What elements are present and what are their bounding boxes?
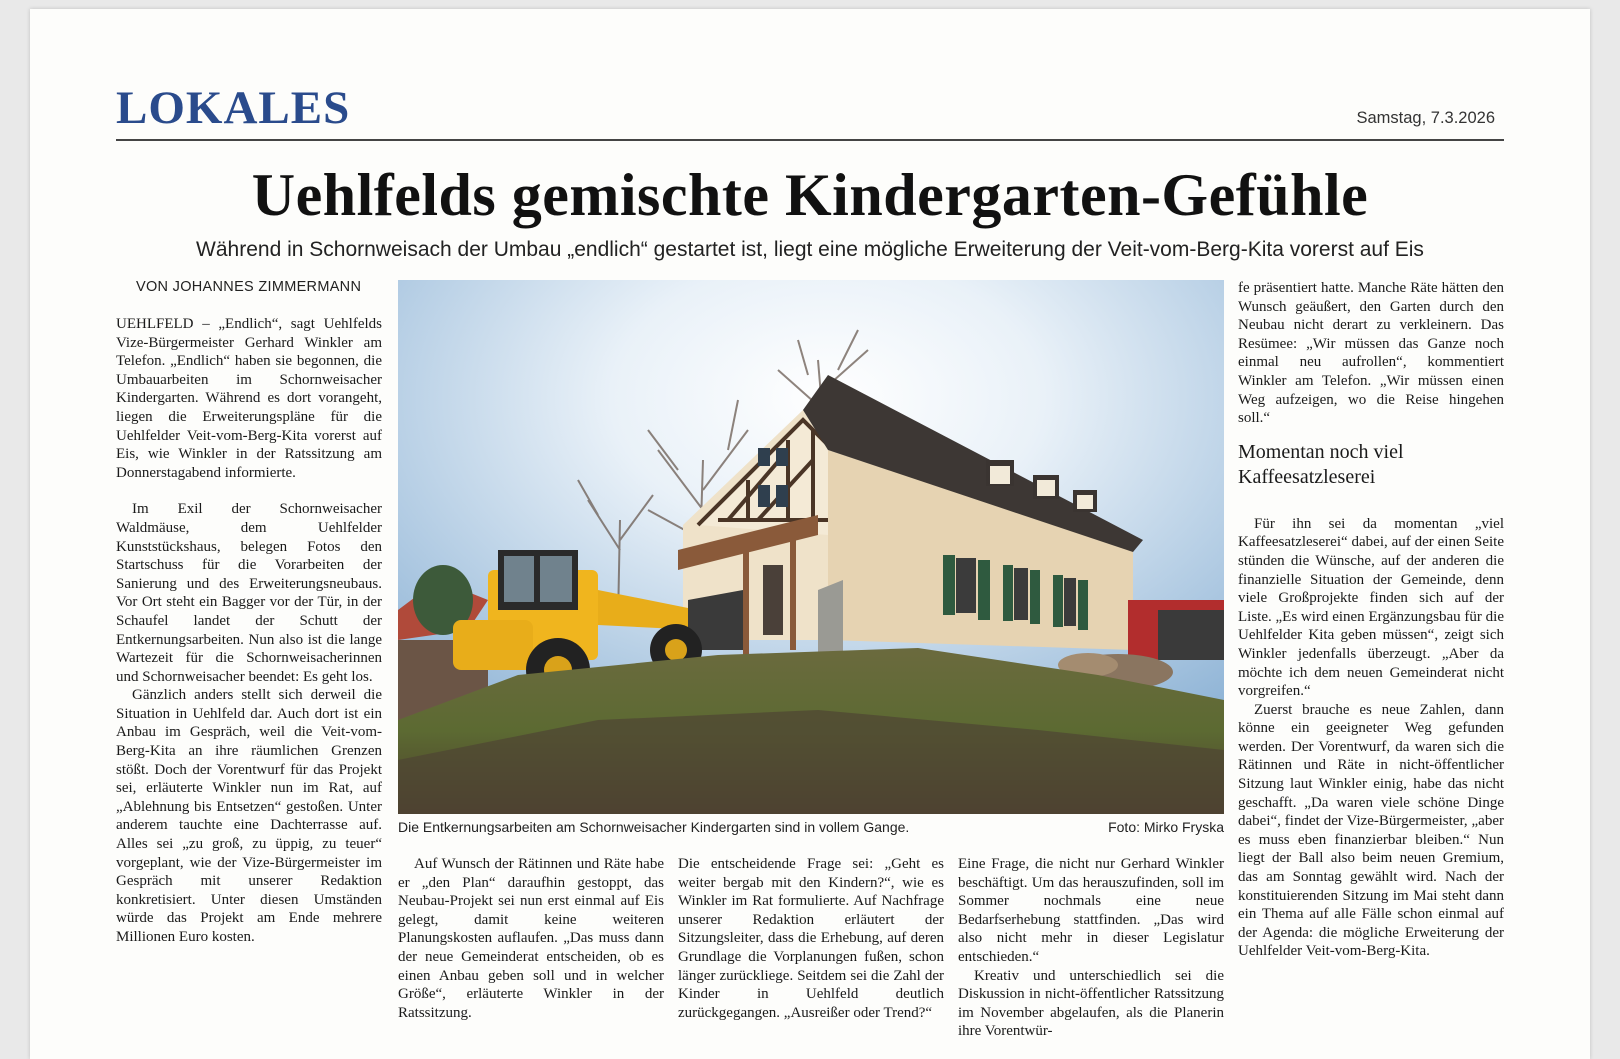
kindergarten-construction-photo [398, 280, 1224, 814]
paragraph: Auf Wunsch der Rätinnen und Räte habe er „den Plan“ daraufhin gestoppt, das Neubau-Projekt sei nun erst einmal auf Eis gelegt, damit keine weiteren Planungskosten auflaufen. „Das muss dann der neue Gemeinderat entscheiden, ob es einen Anbau geben soll und in welcher Größe“, erläuterte Winkler in der Ratssitzung. [398, 856, 664, 1021]
paragraph: Zuerst brauche es neue Zahlen, dann könne ein geeigneter Weg gefunden werden. Der Vorentwurf, da waren sich die Rätinnen und Räte in nicht-öffentlicher Sitzung laut Winkler einig, habe das nicht geschafft. „Da waren viele schöne Dinge dabei“, findet der Vize-Bürgermeister, „aber es muss eben finanzierbar bleiben.“ Nun liegt der Ball also beim neuen Gremium, das am Sonntag gewählt wird. Nach der konstituierenden Sitzung im Mai steht dann ein Thema auf alle Fälle schon einmal auf der Agenda: die mögliche Erweiterung der Uehlfelder Veit-vom-Berg-Kita. [1238, 701, 1504, 960]
paragraph: Für ihn sei da momentan „viel Kaffeesatzleserei“ dabei, auf der einen Seite stünden die Wünsche, auf der anderen die finanzielle Situation der Gemeinde, denn viele Großprojekte finden sich auf der Liste. „Es wird einen Ergänzungsbau für die Uehlfelder Kita geben müssen“, zeigt sich Winkler jedenfalls überzeugt. „Aber da möchte ich dem neuen Gemeinderat nicht vorgreifen.“ [1238, 515, 1504, 700]
article-headline: Uehlfelds gemischte Kindergarten-Gefühle [251, 162, 1369, 228]
header-rule [116, 139, 1504, 141]
paragraph: Kreativ und unterschiedlich sei die Diskussion in nicht-öffentlicher Ratssitzung im November abgelaufen, als die Planerin ihre Vorentwür- [958, 967, 1224, 1040]
text-column-5 [1238, 279, 1504, 961]
publication-date: Samstag, 7.3.2026 [1356, 109, 1495, 127]
caption-text: Die Entkernungsarbeiten am Schornweisacher Kindergarten sind in vollem Gange. [398, 819, 910, 835]
paragraph: fe präsentiert hatte. Manche Räte hätten den Wunsch geäußert, den Garten durch den Neubau nicht derart zu verkleinern. Das Resümee: „Wir müssen das Ganze noch einmal neu aufrollen“, kommentiert Winkler am Telefon. „Wir müssen einen Weg aufzeigen, wo die Reise hingehen soll.“ [1238, 280, 1504, 427]
article-subheading: Momentan noch viel Kaffeesatzleserei [1238, 440, 1404, 488]
paragraph: UEHLFELD – „Endlich“, sagt Uehlfelds Vize-Bürgermeister Gerhard Winkler am Telefon. „Endlich“ haben sie begonnen, die Umbauarbeiten im Schornweisacher Kindergarten. Während es dort vorangeht, liegen die Erweiterungspläne für die Uehlfelder Veit-vom-Berg-Kita vorerst auf Eis, wie Winkler in der Ratssitzung am Donnerstagabend informierte. [116, 316, 382, 481]
article-subheadline: Während in Schornweisach der Umbau „endlich“ gestartet ist, liegt eine mögliche Erweiterung der Veit-vom-Berg-Kita vorerst auf Eis [196, 238, 1424, 261]
text-column-1 [116, 315, 382, 947]
text-column-2 [398, 855, 664, 1022]
paragraph: Die entscheidende Frage sei: „Geht es weiter bergab mit den Kindern?“, wie es Winkler im Rat formulierte. Auf Nachfrage unserer Redaktion erläutert der Sitzungsleiter, dass die Erhebung, auf deren Grundlage die Vorplanungen fußen, schon länger zurückliege. Seitdem sei die Zahl der Kinder in Uehlfeld deutlich zurückgegangen. „Ausreißer oder Trend?“ [678, 856, 944, 1021]
article-photo[interactable] [398, 280, 1224, 814]
text-column-3 [678, 855, 944, 1022]
paragraph: Im Exil der Schornweisacher Waldmäuse, dem Uehlfelder Kunststückshaus, belegen Fotos den Startschuss für die Vorarbeiten der Sanierung und des Erweiterungsneubaus. Vor Ort steht ein Bagger vor der Tür, in der Schaufel landet der Schutt der Entkernungsarbeiten. Nun also ist die lange Wartezeit für die Schornweisacherinnen und Schornweisacher beendet: Es geht los. [116, 501, 382, 685]
paragraph: Eine Frage, die nicht nur Gerhard Winkler beschäftigt. Um das herauszufinden, soll im Sommer nochmals eine neue Bedarfserhebung stattfinden. „Das wird also nicht mehr in dieser Legislatur entschieden.“ [958, 856, 1224, 965]
byline: VON JOHANNES ZIMMERMANN [136, 279, 362, 295]
section-title: LOKALES [116, 82, 351, 134]
text-column-4 [958, 855, 1224, 1041]
paragraph: Gänzlich anders stellt sich derweil die Situation in Uehlfeld dar. Auch dort ist ein Anbau im Gespräch, weil die Veit-vom-Berg-Kita an ihre räumlichen Grenzen stößt. Doch der Vorentwurf für das Projekt sei, erläuterte Winkler nun im Rat, auf „Ablehnung bis Entsetzen“ gestoßen. Unter anderem tauchte eine Dachterrasse auf. Alles sei „zu groß, zu üppig, zu teuer“ vorgeplant, wie der Vize-Bürgermeister im Gespräch mit unserer Redaktion konkretisiert. Unter diesen Umständen würde das Projekt am Ende mehrere Millionen Euro kosten. [116, 687, 382, 945]
photo-credit: Foto: Mirko Fryska [1108, 819, 1224, 835]
photo-caption [398, 818, 1224, 836]
